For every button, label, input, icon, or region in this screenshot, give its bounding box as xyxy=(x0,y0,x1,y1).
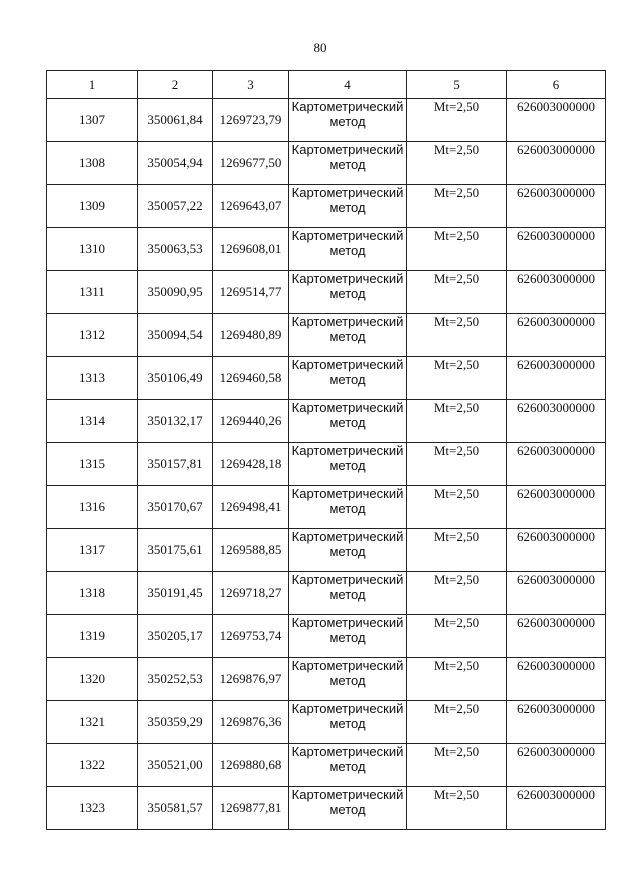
y-coordinate-cell: 1269460,58 xyxy=(213,357,289,400)
accuracy-cell: Mt=2,50 xyxy=(407,99,507,142)
cadastral-number-cell: 626003000000 xyxy=(507,400,606,443)
cadastral-number-cell: 626003000000 xyxy=(507,99,606,142)
accuracy-cell: Mt=2,50 xyxy=(407,572,507,615)
table-row xyxy=(47,228,606,271)
y-coordinate-cell: 1269480,89 xyxy=(213,314,289,357)
method-cell: Картометрический метод xyxy=(289,400,407,443)
table-header-row xyxy=(47,71,606,99)
y-coordinate-cell: 1269718,27 xyxy=(213,572,289,615)
x-coordinate-cell: 350094,54 xyxy=(138,314,213,357)
cadastral-number-cell: 626003000000 xyxy=(507,615,606,658)
method-cell: Картометрический метод xyxy=(289,357,407,400)
table-row xyxy=(47,443,606,486)
y-coordinate-cell: 1269608,01 xyxy=(213,228,289,271)
y-coordinate-cell: 1269677,50 xyxy=(213,142,289,185)
column-header: 3 xyxy=(213,71,289,99)
accuracy-cell: Mt=2,50 xyxy=(407,185,507,228)
y-coordinate-cell: 1269877,81 xyxy=(213,787,289,830)
accuracy-cell: Mt=2,50 xyxy=(407,228,507,271)
x-coordinate-cell: 350106,49 xyxy=(138,357,213,400)
point-number-cell: 1318 xyxy=(47,572,138,615)
point-number-cell: 1315 xyxy=(47,443,138,486)
method-cell: Картометрический метод xyxy=(289,142,407,185)
method-cell: Картометрический метод xyxy=(289,185,407,228)
method-cell: Картометрический метод xyxy=(289,529,407,572)
x-coordinate-cell: 350521,00 xyxy=(138,744,213,787)
point-number-cell: 1311 xyxy=(47,271,138,314)
point-number-cell: 1310 xyxy=(47,228,138,271)
table-row xyxy=(47,615,606,658)
cadastral-number-cell: 626003000000 xyxy=(507,443,606,486)
x-coordinate-cell: 350581,57 xyxy=(138,787,213,830)
cadastral-number-cell: 626003000000 xyxy=(507,529,606,572)
y-coordinate-cell: 1269498,41 xyxy=(213,486,289,529)
x-coordinate-cell: 350054,94 xyxy=(138,142,213,185)
y-coordinate-cell: 1269876,36 xyxy=(213,701,289,744)
point-number-cell: 1308 xyxy=(47,142,138,185)
cadastral-number-cell: 626003000000 xyxy=(507,271,606,314)
point-number-cell: 1322 xyxy=(47,744,138,787)
table-row xyxy=(47,357,606,400)
x-coordinate-cell: 350063,53 xyxy=(138,228,213,271)
y-coordinate-cell: 1269440,26 xyxy=(213,400,289,443)
coordinates-table xyxy=(46,70,606,830)
accuracy-cell: Mt=2,50 xyxy=(407,486,507,529)
method-cell: Картометрический метод xyxy=(289,615,407,658)
method-cell: Картометрический метод xyxy=(289,744,407,787)
table-row xyxy=(47,271,606,314)
x-coordinate-cell: 350132,17 xyxy=(138,400,213,443)
cadastral-number-cell: 626003000000 xyxy=(507,185,606,228)
y-coordinate-cell: 1269876,97 xyxy=(213,658,289,701)
cadastral-number-cell: 626003000000 xyxy=(507,701,606,744)
table-row xyxy=(47,701,606,744)
method-cell: Картометрический метод xyxy=(289,486,407,529)
cadastral-number-cell: 626003000000 xyxy=(507,744,606,787)
y-coordinate-cell: 1269753,74 xyxy=(213,615,289,658)
method-cell: Картометрический метод xyxy=(289,314,407,357)
table-row xyxy=(47,185,606,228)
method-cell: Картометрический метод xyxy=(289,228,407,271)
accuracy-cell: Mt=2,50 xyxy=(407,271,507,314)
accuracy-cell: Mt=2,50 xyxy=(407,787,507,830)
method-cell: Картометрический метод xyxy=(289,787,407,830)
point-number-cell: 1309 xyxy=(47,185,138,228)
table-row xyxy=(47,744,606,787)
accuracy-cell: Mt=2,50 xyxy=(407,744,507,787)
point-number-cell: 1323 xyxy=(47,787,138,830)
column-header: 6 xyxy=(507,71,606,99)
point-number-cell: 1321 xyxy=(47,701,138,744)
table-row xyxy=(47,572,606,615)
page-number: 80 xyxy=(313,40,327,55)
method-cell: Картометрический метод xyxy=(289,443,407,486)
method-cell: Картометрический метод xyxy=(289,701,407,744)
x-coordinate-cell: 350090,95 xyxy=(138,271,213,314)
point-number-cell: 1314 xyxy=(47,400,138,443)
column-header: 4 xyxy=(289,71,407,99)
accuracy-cell: Mt=2,50 xyxy=(407,142,507,185)
x-coordinate-cell: 350157,81 xyxy=(138,443,213,486)
table-row xyxy=(47,99,606,142)
accuracy-cell: Mt=2,50 xyxy=(407,357,507,400)
column-header: 1 xyxy=(47,71,138,99)
y-coordinate-cell: 1269514,77 xyxy=(213,271,289,314)
cadastral-number-cell: 626003000000 xyxy=(507,486,606,529)
accuracy-cell: Mt=2,50 xyxy=(407,443,507,486)
point-number-cell: 1316 xyxy=(47,486,138,529)
point-number-cell: 1307 xyxy=(47,99,138,142)
table-row xyxy=(47,486,606,529)
y-coordinate-cell: 1269880,68 xyxy=(213,744,289,787)
cadastral-number-cell: 626003000000 xyxy=(507,142,606,185)
cadastral-number-cell: 626003000000 xyxy=(507,357,606,400)
accuracy-cell: Mt=2,50 xyxy=(407,314,507,357)
method-cell: Картометрический метод xyxy=(289,658,407,701)
point-number-cell: 1312 xyxy=(47,314,138,357)
accuracy-cell: Mt=2,50 xyxy=(407,529,507,572)
column-header: 5 xyxy=(407,71,507,99)
y-coordinate-cell: 1269643,07 xyxy=(213,185,289,228)
point-number-cell: 1317 xyxy=(47,529,138,572)
cadastral-number-cell: 626003000000 xyxy=(507,787,606,830)
cadastral-number-cell: 626003000000 xyxy=(507,658,606,701)
y-coordinate-cell: 1269723,79 xyxy=(213,99,289,142)
point-number-cell: 1313 xyxy=(47,357,138,400)
accuracy-cell: Mt=2,50 xyxy=(407,615,507,658)
point-number-cell: 1320 xyxy=(47,658,138,701)
method-cell: Картометрический метод xyxy=(289,271,407,314)
table-body xyxy=(47,99,606,830)
method-cell: Картометрический метод xyxy=(289,99,407,142)
table-row xyxy=(47,529,606,572)
x-coordinate-cell: 350061,84 xyxy=(138,99,213,142)
table-row xyxy=(47,400,606,443)
cadastral-number-cell: 626003000000 xyxy=(507,572,606,615)
accuracy-cell: Mt=2,50 xyxy=(407,400,507,443)
x-coordinate-cell: 350191,45 xyxy=(138,572,213,615)
table-row xyxy=(47,658,606,701)
method-cell: Картометрический метод xyxy=(289,572,407,615)
cadastral-number-cell: 626003000000 xyxy=(507,228,606,271)
column-header: 2 xyxy=(138,71,213,99)
x-coordinate-cell: 350205,17 xyxy=(138,615,213,658)
x-coordinate-cell: 350175,61 xyxy=(138,529,213,572)
accuracy-cell: Mt=2,50 xyxy=(407,701,507,744)
x-coordinate-cell: 350057,22 xyxy=(138,185,213,228)
cadastral-number-cell: 626003000000 xyxy=(507,314,606,357)
table-row xyxy=(47,314,606,357)
x-coordinate-cell: 350170,67 xyxy=(138,486,213,529)
y-coordinate-cell: 1269428,18 xyxy=(213,443,289,486)
y-coordinate-cell: 1269588,85 xyxy=(213,529,289,572)
point-number-cell: 1319 xyxy=(47,615,138,658)
table-row xyxy=(47,787,606,830)
x-coordinate-cell: 350252,53 xyxy=(138,658,213,701)
table-row xyxy=(47,142,606,185)
x-coordinate-cell: 350359,29 xyxy=(138,701,213,744)
accuracy-cell: Mt=2,50 xyxy=(407,658,507,701)
